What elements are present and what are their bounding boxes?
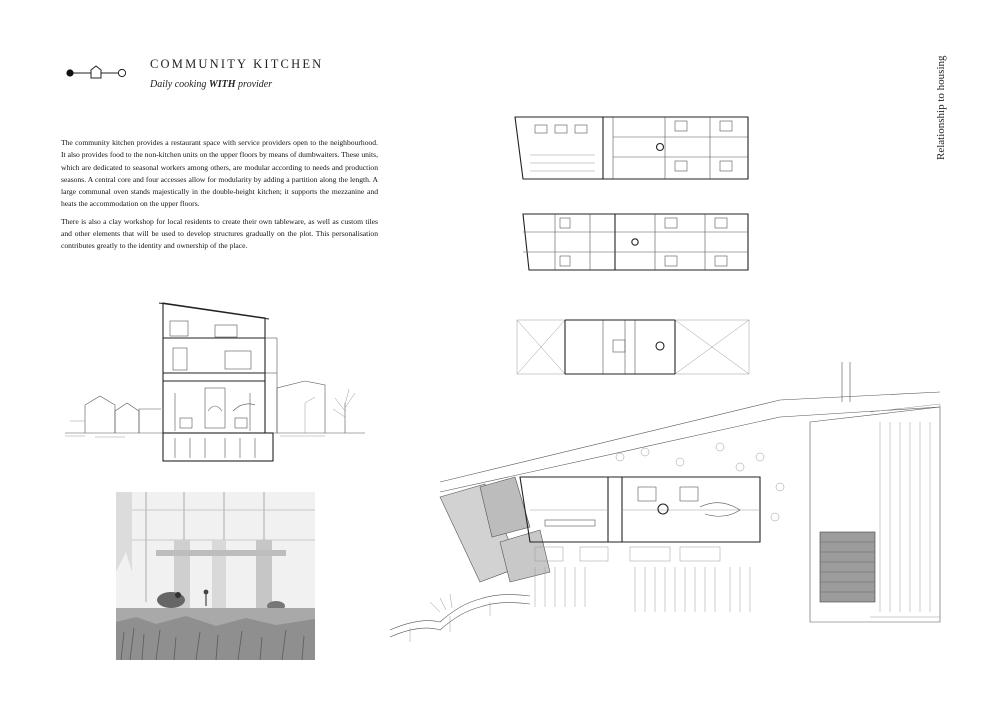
perspective-render-image	[116, 492, 315, 660]
floor-plan-upper-2	[515, 212, 750, 272]
subtitle-suffix: provider	[235, 79, 273, 90]
building-section-drawing	[65, 293, 370, 465]
section-side-label: Relationship to housing	[935, 55, 947, 160]
house-timeline-icon	[62, 62, 128, 84]
page-subtitle	[150, 79, 272, 90]
body-text	[61, 137, 378, 258]
paragraph-1: The community kitchen provides a restaurant space with service providers open to the neighbourhood. It also provides food to the non-kitchen units on the upper floors by means of dumbwaiters. These units, which are dedicated to seasonal workers among others, are modular according to needs and production seasons. A central core and four accesses allow for modularity by adding a partition along the length. A large communal oven stands majestically in the double-height kitchen; it supports the mezzanine and heats the accommodation on the upper floors.	[61, 138, 378, 209]
floor-plan-upper-1	[515, 115, 750, 182]
subtitle-emphasis: WITH	[208, 79, 236, 90]
site-ground-floor-plan	[380, 362, 950, 642]
paragraph-2: There is also a clay workshop for local residents to create their own tableware, as well as custom tiles and other elements that will be used to develop structures gradually on the plot. This personalisation contributes greatly to the identity and ownership of the place.	[61, 216, 378, 251]
page-title: COMMUNITY KITCHEN	[150, 57, 324, 71]
subtitle-prefix: Daily cooking	[150, 79, 209, 90]
